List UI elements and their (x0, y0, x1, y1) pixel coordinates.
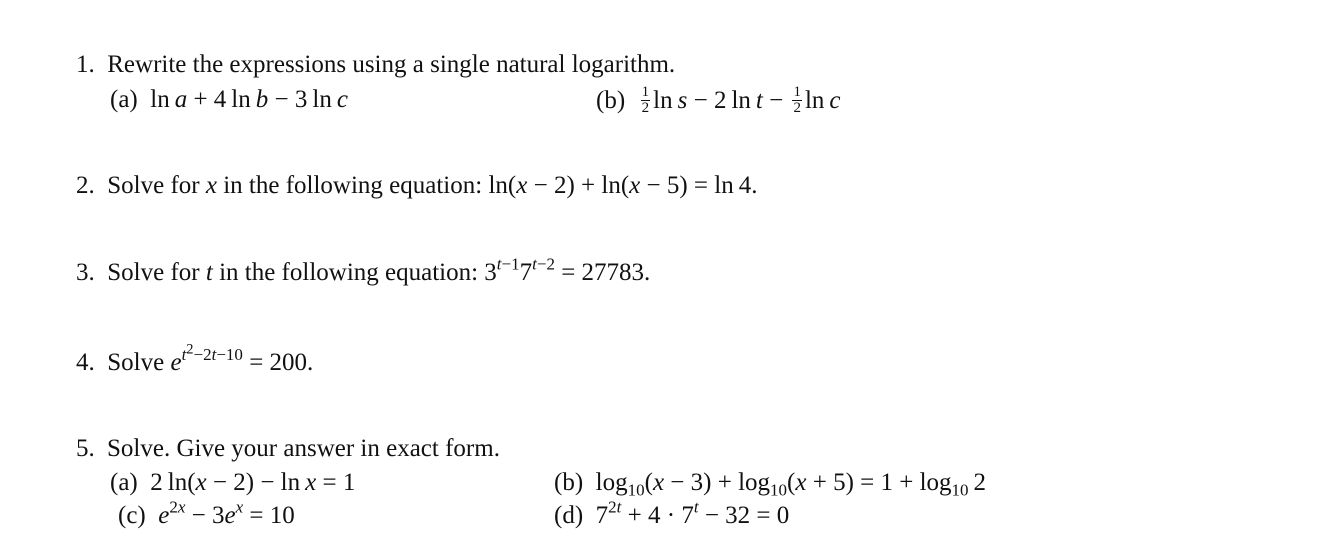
problem-3 (76, 254, 651, 286)
problem-5 (76, 436, 500, 461)
part-label: (d) (554, 502, 584, 529)
problem-2 (76, 173, 757, 198)
problem-1 (76, 52, 675, 77)
part-label: (b) (596, 87, 626, 115)
problem-text: Rewrite the expressions using a single natural logarithm. (101, 51, 676, 78)
problem-5-part-a (110, 470, 355, 495)
problem-number: 5. (76, 435, 95, 462)
part-label: (c) (118, 502, 146, 529)
problem-5-part-b (554, 469, 987, 500)
problem-number: 2. (76, 172, 95, 199)
math-expression: $e^{2x} - 3e^x = 10$ (158, 497, 295, 529)
problem-text: Solve for x in the following equation: ln(x − 2) + ln(x − 5) = ln 4. (101, 172, 758, 199)
fraction-one-half: $\frac{1}{2}$ (793, 84, 801, 116)
problem-number: 4. (76, 349, 95, 377)
problem-text: Solve. Give your answer in exact form. (107, 435, 500, 462)
math-expression: ln a + 4 ln b − 3 ln c (144, 86, 348, 113)
part-label: (a) (110, 469, 138, 496)
problem-number: 3. (76, 259, 95, 286)
problem-text: Solve $e^{t^2-2t-10} = 200$. (101, 341, 314, 377)
problem-5-part-d (554, 497, 790, 529)
problem-number: 1. (76, 51, 95, 78)
math-expression: 2 ln(x − 2) − ln x = 1 (144, 469, 356, 496)
math-expression: $\frac{1}{2}$ ln s − 2 ln t − $\frac{1}{2}$ ln c (641, 84, 841, 116)
problem-text: Solve for t in the following equation: $3^{t-1}7^{t-2} = 27783$. (101, 254, 651, 286)
part-label: (b) (554, 469, 584, 496)
math-expression: $7^{2t} + 4 \cdot 7^t - 32 = 0$ (589, 497, 790, 529)
problem-5-part-c (118, 497, 295, 529)
problem-1-part-b (596, 84, 841, 118)
problem-4 (76, 341, 314, 377)
math-expression: $\log_{10}(x - 3) + \log_{10}(x + 5) = 1 + \log_{10} 2$ (589, 469, 987, 500)
fraction-one-half: $\frac{1}{2}$ (641, 84, 650, 116)
part-label: (a) (110, 86, 138, 113)
problem-1-part-a (110, 87, 348, 112)
